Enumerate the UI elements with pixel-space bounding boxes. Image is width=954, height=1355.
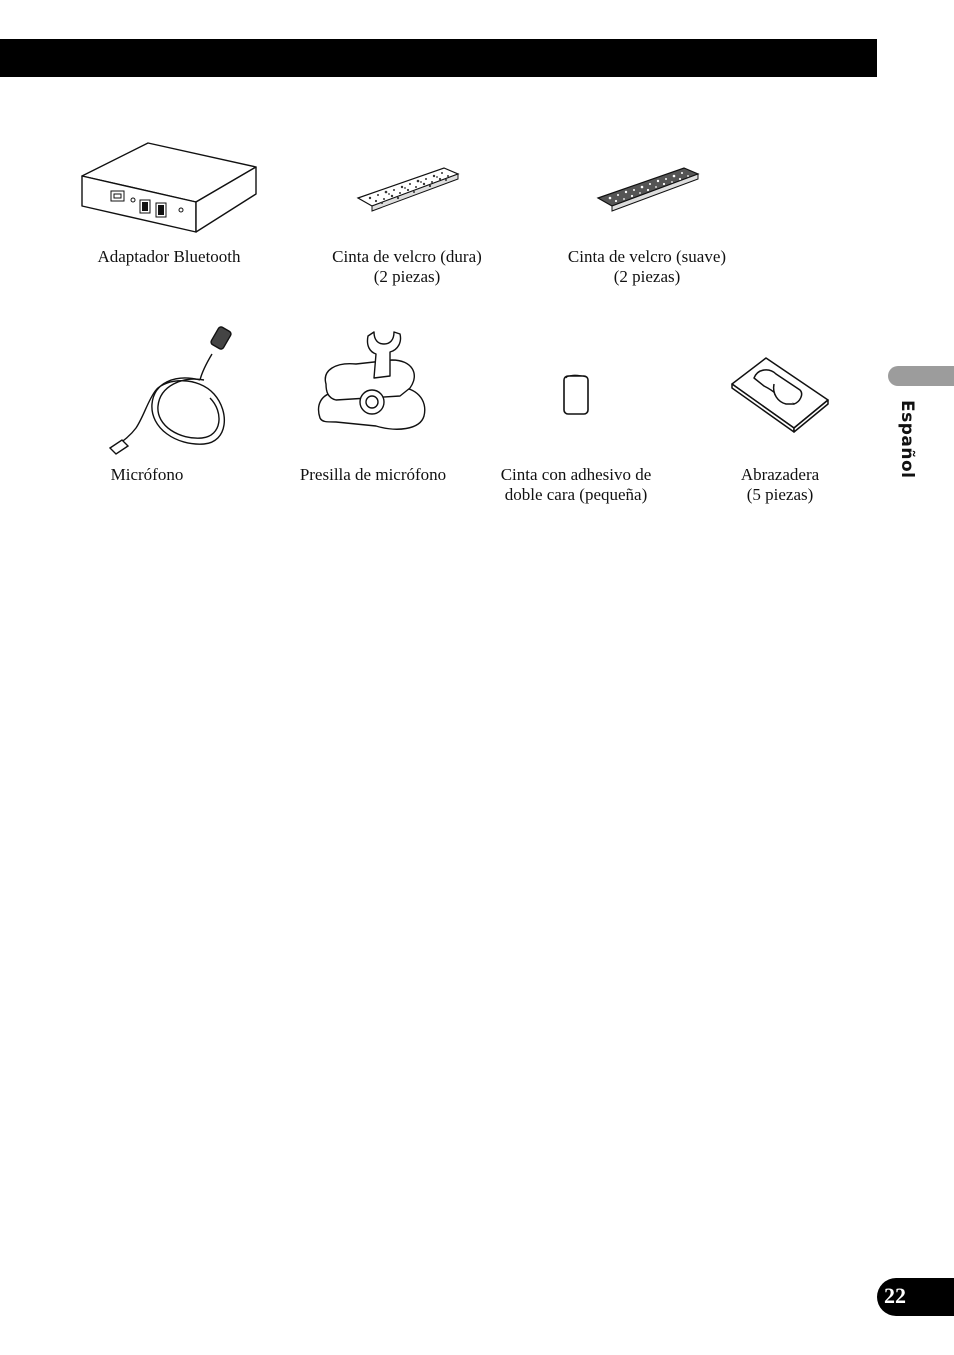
velcro-hard-icon — [356, 164, 462, 216]
caption-double-sided-tape — [486, 465, 666, 505]
caption-line: (2 piezas) — [373, 267, 441, 286]
caption-microphone-clip — [283, 465, 463, 485]
velcro-soft-icon — [596, 164, 702, 216]
caption-line: Abrazadera — [740, 465, 820, 484]
caption-microphone — [97, 465, 197, 485]
page-number: 22 — [884, 1283, 906, 1308]
caption-bluetooth-adapter — [89, 247, 249, 267]
caption-line: Cinta de velcro (dura) — [332, 247, 482, 266]
caption-velcro-soft — [552, 247, 742, 287]
caption-line: Micrófono — [110, 465, 184, 484]
microphone-clip-icon — [316, 330, 430, 434]
caption-line: Adaptador Bluetooth — [97, 247, 241, 266]
caption-line: (5 piezas) — [746, 485, 814, 504]
caption-velcro-hard — [317, 247, 497, 287]
double-sided-tape-icon — [560, 372, 590, 416]
clamp-icon — [728, 354, 832, 434]
caption-line: Presilla de micrófono — [299, 465, 447, 484]
caption-clamp — [720, 465, 840, 505]
language-tab — [888, 366, 954, 386]
header-bar — [0, 39, 877, 77]
caption-line: (2 piezas) — [613, 267, 681, 286]
caption-line: Cinta con adhesivo de — [500, 465, 652, 484]
bluetooth-adapter-icon — [78, 140, 262, 236]
microphone-icon — [106, 324, 232, 458]
caption-line: Cinta de velcro (suave) — [567, 247, 727, 266]
language-label: Español — [897, 400, 917, 479]
caption-line: doble cara (pequeña) — [504, 485, 648, 504]
